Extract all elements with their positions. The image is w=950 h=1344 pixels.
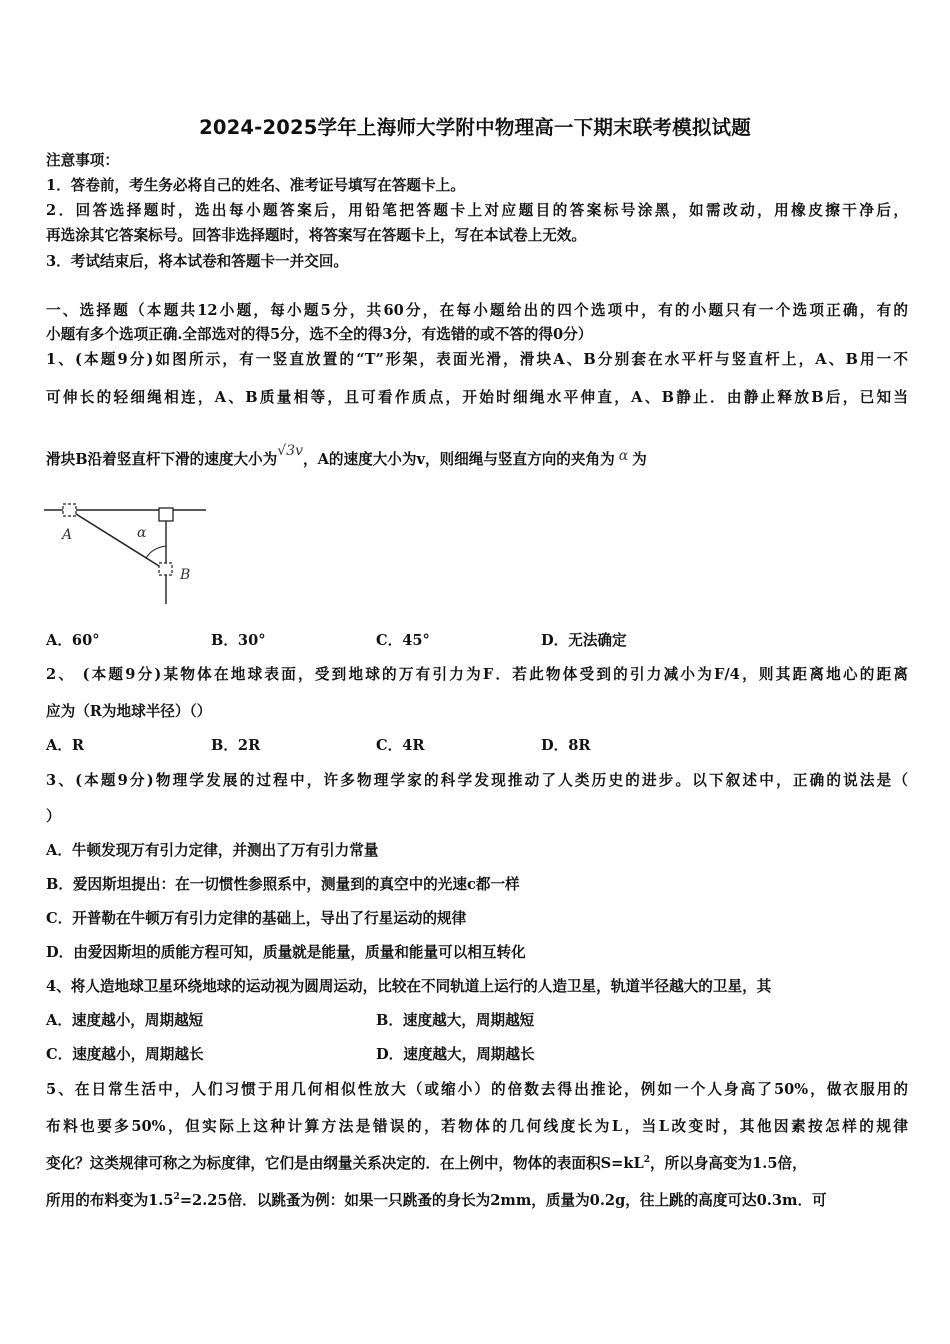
q5-line4-superscript: 2 xyxy=(173,1192,180,1203)
q2-line1: 2、 (本题9分)某物体在地球表面，受到地球的万有引力为F．若此物体受到的引力减小为F/4，则其距离地心的距离 xyxy=(46,666,908,683)
q5-line3-part-b: ，所以身高变为1.5倍， xyxy=(649,1155,807,1172)
t-frame-joint xyxy=(159,508,173,521)
label-a: A xyxy=(62,527,73,543)
q2-line2: 应为（R为地球半径）（） xyxy=(46,703,212,720)
notice-heading: 注意事项： xyxy=(46,152,119,169)
q1-line3-part-c: 为 xyxy=(632,451,647,468)
notice-item-1: 1．答卷前，考生务必将自己的姓名、准考证号填写在答题卡上。 xyxy=(46,177,465,194)
notice-item-2-cont: 再选涂其它答案标号。回答非选择题时，将答案写在答题卡上，写在本试卷上无效。 xyxy=(46,227,586,244)
section1-intro-line2: 小题有多个选项正确.全部选对的得5分，选不全的得3分，有选错的或不答的得0分） xyxy=(46,326,593,343)
q3-option-d: D．由爱因斯坦的质能方程可知，质量就是能量，质量和能量可以相互转化 xyxy=(46,944,526,961)
q1-line1: 1、(本题9分)如图所示，有一竖直放置的“T”形架，表面光滑，滑块A、B分别套在水平杆与竖直杆上，A、B用一不 xyxy=(46,351,908,368)
q1-line3-part-b: ，A的速度大小为v，则细绳与竖直方向的夹角为 xyxy=(303,451,615,468)
q1-line3-part-a: 滑块B沿着竖直杆下滑的速度大小为 xyxy=(46,451,278,468)
q1-option-b: B．30° xyxy=(211,632,266,649)
q3-line2: ） xyxy=(46,808,61,825)
q1-option-c: C．45° xyxy=(376,632,430,649)
q5-line4-part-a: 所用的布料变为1.5 xyxy=(46,1192,174,1209)
q5-line4 xyxy=(46,1191,908,1211)
q2-option-b: B．2R xyxy=(211,737,261,754)
q3-line1: 3、(本题9分)物理学发展的过程中，许多物理学家的科学发现推动了人类历史的进步。以下叙述中，正确的说法是（ xyxy=(46,772,908,789)
q5-line3-part-a: 变化？这类规律可称之为标度律，它们是由纲量关系决定的．在上例中，物体的表面积S=kL xyxy=(46,1155,644,1172)
q4-option-b: B．速度越大，周期越短 xyxy=(376,1012,535,1029)
q2-option-d: D．8R xyxy=(541,737,591,754)
slider-a xyxy=(63,504,76,516)
q3-option-c: C．开普勒在牛顿万有引力定律的基础上，导出了行星运动的规律 xyxy=(46,910,467,927)
q1-line2: 可伸长的轻细绳相连，A、B质量相等，且可看作质点，开始时细绳水平伸直，A、B静止．由静止释放B后，已知当 xyxy=(46,389,908,406)
q2-option-c: C．4R xyxy=(376,737,425,754)
q4-line1: 4、将人造地球卫星环绕地球的运动视为圆周运动，比较在不同轨道上运行的人造卫星，轨道半径越大的卫星，其 xyxy=(46,978,772,995)
q2-option-a: A．R xyxy=(46,737,85,754)
section1-intro-line1: 一、选择题（本题共12小题，每小题5分，共60分，在每小题给出的四个选项中，有的小题只有一个选项正确，有的 xyxy=(46,302,908,319)
q3-option-a: A．牛顿发现万有引力定律，并测出了万有引力常量 xyxy=(46,842,379,859)
q1-line3 xyxy=(46,443,908,470)
label-alpha: α xyxy=(137,525,147,541)
q1-sqrt3v-formula: √3v xyxy=(277,443,303,459)
q4-option-c: C．速度越小，周期越长 xyxy=(46,1046,204,1063)
q1-alpha-symbol: α xyxy=(618,448,629,464)
q1-t-frame-diagram xyxy=(44,496,214,608)
q5-line1: 5、在日常生活中，人们习惯于用几何相似性放大（或缩小）的倍数去得出推论，例如一个人身高了50%，做衣服用的 xyxy=(46,1081,908,1098)
q4-option-d: D．速度越大，周期越长 xyxy=(376,1046,535,1063)
q1-option-a: A．60° xyxy=(46,632,100,649)
notice-item-3: 3．考试结束后，将本试卷和答题卡一并交回。 xyxy=(46,253,349,270)
q5-line3-superscript: 2 xyxy=(643,1155,650,1166)
notice-item-2: 2．回答选择题时，选出每小题答案后，用铅笔把答题卡上对应题目的答案标号涂黑，如需改动，用橡皮擦干净后， xyxy=(46,202,908,219)
angle-arc xyxy=(146,546,166,558)
q5-line2: 布料也要多50%，但实际上这种计算方法是错误的，若物体的几何线度长为L，当L改变时，其他因素按怎样的规律 xyxy=(46,1118,908,1135)
slider-b xyxy=(159,563,172,575)
q5-line4-part-b: =2.25倍．以跳蚤为例：如果一只跳蚤的身长为2mm，质量为0.2g，往上跳的高度可达0.3m．可 xyxy=(179,1192,827,1209)
q4-option-a: A．速度越小，周期越短 xyxy=(46,1012,204,1029)
label-b: B xyxy=(180,567,191,583)
q5-line3 xyxy=(46,1154,908,1174)
exam-title: 2024-2025学年上海师大学附中物理高一下期末联考模拟试题 xyxy=(199,116,751,139)
q3-option-b: B．爱因斯坦提出：在一切惯性参照系中，测量到的真空中的光速c都一样 xyxy=(46,876,520,893)
q1-option-d: D．无法确定 xyxy=(541,632,627,649)
rope xyxy=(76,514,159,566)
